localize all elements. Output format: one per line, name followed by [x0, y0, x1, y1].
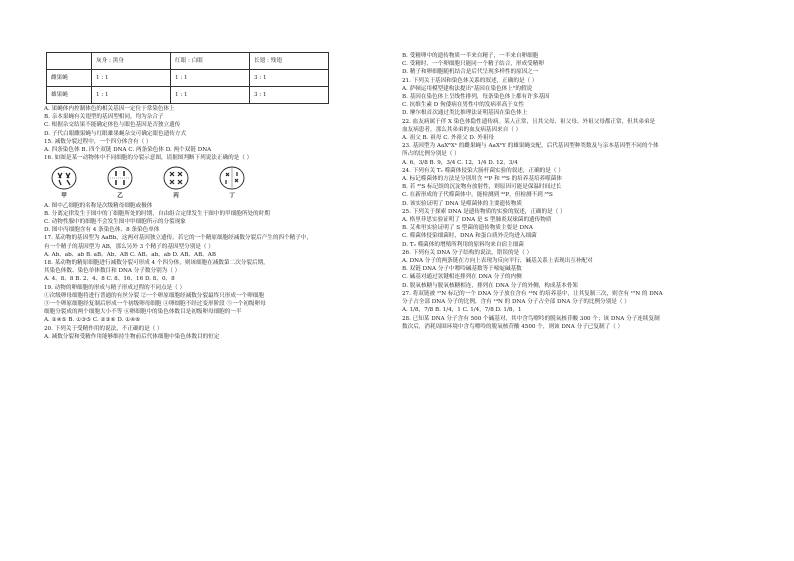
text-line: 血友病患者，那么其弟弟的血友病基因来自（ ） [402, 126, 522, 133]
text-line: B. 受精卵中的遗传物质一半来自精子，一半来自卵细胞 [402, 53, 539, 59]
text-line: 18. 某动物的精原细胞进行减数分裂可形成 4 个四分体，则该细胞在减数第二次分裂后期， [44, 260, 269, 267]
text-line: B. 分离定律发生于图中的丁细胞所处的时期，自由组合定律发生于图中的甲细胞所处的时期 [44, 210, 270, 217]
text-line: A. 四条染色体 B. 四个双链 DNA C. 两条染色体 D. 两个双链 DNA [44, 147, 212, 154]
table-row [47, 70, 329, 87]
text-line: A. 萨顿运用模型建构法提出"基因在染色体上"的假说 [402, 85, 533, 92]
cell-figure-bing [162, 165, 190, 200]
text-line: C. 受精时，一个卵细胞只能同一个精子结合，形成受精卵 [402, 61, 544, 68]
cell-figure-ding [218, 165, 246, 200]
cell-ding-icon [218, 165, 246, 191]
text-line: 16. 如图是某一动物体中不同细胞的分裂示意图，请据图判断下列说法正确的是（ ） [44, 155, 253, 162]
table-cell: 3 : 1 [250, 87, 329, 104]
table-row [47, 87, 329, 104]
text-line: D. 摩尔根首次通过类比推理法证明基因在染色体上 [402, 110, 528, 117]
text-line: 所占的比例分别是（ ） [402, 151, 460, 158]
text-line: 15. 减数分裂过程中，一个四分体含有（ ） [44, 138, 152, 145]
phenotype-ratio-table [46, 52, 329, 104]
text-line: A. 果蝇体内控制体色的相关基因一定位于常染色体上 [44, 106, 175, 112]
table-cell: 1 : 1 [92, 87, 171, 104]
text-line: 23. 基因型为 AaXᴮXᵇ 的雌果蝇与 AaXᵇY 的雄果蝇交配，后代基因型种类数及与亲本基因型不同的个体 [402, 143, 659, 150]
text-line: A. ②④⑤ B. ①③⑤ C. ②③⑥ D. ①④⑥ [44, 317, 141, 324]
questions-16-20 [44, 202, 391, 341]
left-column [44, 52, 391, 341]
text-line: A. 1/8，7/8 B. 1/4，1 C. 1/4，7/8 D. 1/8，1 [402, 307, 522, 314]
right-column [402, 52, 752, 331]
table-header-cell: 灰身 : 黑身 [92, 53, 171, 70]
text-line: D. 精子和卵细胞随机结合是后代呈现多样性的原因之一 [402, 69, 539, 76]
cell-yi-icon [106, 165, 134, 191]
text-line: D. T₂ 噬菌体的增殖所利用的原料均来自宿主细菌 [402, 241, 524, 248]
text-line: 27. 将双链被 ¹⁵N 标记的一个 DNA 分子放在含有 ¹⁴N 的培养基中，让其复制三次，则含有 ¹⁵N 的 DNA [402, 290, 663, 297]
text-line: A. 6，3/8 B. 9，3/4 C. 12，1/4 D. 12，3/4 [402, 159, 518, 166]
table-cell: 雌果蝇 [47, 70, 92, 87]
text-line: C. 碱基对通过氢键相连排列在 DNA 分子的内侧 [402, 274, 522, 281]
text-line: C. 抗维生素 D 佝偻病在男性中的发病率高于女性 [402, 102, 524, 109]
table-header-cell: 长翅 : 残翅 [250, 53, 329, 70]
table-cell: 3 : 1 [250, 70, 329, 87]
text-line: 20. 下列关于受精作用的说法，不正确的是（ ） [44, 325, 163, 332]
questions-14-16 [44, 105, 391, 162]
text-line: A. 标记噬菌体的方法是分别用含 ³²P 和 ³⁵S 的培养基培养噬菌体 [402, 176, 562, 183]
text-line: B. 若 ³⁵S 标记组的沉淀物有放射性，则原因可能是保温时间过长 [402, 184, 562, 191]
text-line: B. 双链 DNA 分子中嘌呤碱基数等于嘧啶碱基数 [402, 266, 522, 273]
text-line: 28. 已知某 DNA 分子含有 500 个碱基对，其中含鸟嘌呤的脱氧核苷酸 300 个；该 DNA 分子连续复制 [402, 315, 660, 322]
text-line: A. 格里菲思实验证明了 DNA 是 S 型肺炎双球菌的遗传物质 [402, 217, 552, 224]
text-line: A. 减数分裂和受精作用能够维持生物前后代体细胞中染色体数目的恒定 [44, 333, 220, 340]
text-line: 其染色体数、染色单体数目和 DNA 分子数分别为（ ） [44, 268, 181, 275]
text-line: 25. 下列关于探索 DNA 是遗传物质的实验的叙述，正确的是（ ） [402, 208, 566, 215]
cell-division-figure [50, 165, 391, 200]
text-line: A. 祖父 B. 祖母 C. 外祖父 D. 外祖母 [402, 135, 495, 142]
text-line: ③一个卵原细胞经复制后形成一个初级卵母细胞 ④卵细胞不经过变形阶段 ⑤一个初级卵母 [44, 301, 266, 308]
table-cell: 雄果蝇 [47, 87, 92, 104]
text-line: B. 基因在染色体上呈线性排列，每条染色体上都有许多基因 [402, 94, 550, 101]
cell-label: 丁 [229, 193, 235, 200]
text-line: D. 图中丙细胞含有 4 条染色体、8 条染色单体 [44, 227, 160, 234]
text-line: A. 图中乙细胞的名称是次级精母细胞或极体 [44, 202, 153, 209]
table-header-cell: 红眼 : 白眼 [171, 53, 250, 70]
table-header-cell [47, 53, 92, 70]
text-line: C. 在新形成的子代噬菌体中，能检测到 ³²P，但检测不到 ³⁵S [402, 192, 553, 199]
cell-jia-icon [50, 165, 78, 191]
text-line: 17. 某动物的基因型为 AaBb，这两对基因独立遗传。若它的一个精原细胞经减数分裂后产生的四个精子中， [44, 235, 313, 242]
cell-bing-icon [162, 165, 190, 191]
text-line: A. Ab、ab、ab B. aB、Ab、AB C. AB、ab、ab D. AB、AB、AB [44, 251, 216, 258]
table-header-row [47, 53, 329, 70]
text-line: C. 动物性腺中的细胞不会发生图中甲细胞所示的分裂现象 [44, 219, 186, 226]
cell-label: 丙 [173, 193, 179, 200]
table-cell: 1 : 1 [171, 87, 250, 104]
cell-label: 乙 [117, 193, 123, 200]
text-line: 26. 下列有关 DNA 分子结构的说法，错误的是（ ） [402, 249, 533, 256]
text-line: 21. 下列关于基因和染色体关系的叙述，正确的是（ ） [402, 77, 538, 84]
text-line: A. DNA 分子的两条链在方向上表现为反向平行，碱基关系上表现出互补配对 [402, 258, 593, 265]
text-line: B. 艾弗里实验证明了 S 型菌的遗传物质主要是 DNA [402, 225, 533, 232]
text-line: D. 该实验证明了 DNA 是噬菌体的主要遗传物质 [402, 200, 522, 207]
text-line: 有一个精子的基因型为 AB，那么另外 3 个精子的基因型分别是（ ） [44, 243, 214, 250]
cell-figure-jia [50, 165, 78, 200]
table-cell: 1 : 1 [92, 70, 171, 87]
text-line: 19. 动物的卵细胞的形成与精子形成过程的不同点是（ ） [44, 284, 186, 291]
questions-20-28 [402, 52, 752, 331]
cell-figure-yi [106, 165, 134, 200]
text-line: C. 根据杂交结果不能确定体色与眼色基因是否独立遗传 [44, 122, 181, 129]
text-line: 分子占全部 DNA 分子的比例，含有 ¹⁴N 的 DNA 分子占全部 DNA 分子的比例分别是（ ） [402, 299, 630, 306]
table-cell: 1 : 1 [171, 70, 250, 87]
text-line: 22. 血友病属于伴 X 染色体隐性遗传病。某人正常，且其父母、祖父母、外祖父母都正常，但其弟弟是 [402, 118, 656, 125]
text-line: C. 噬菌体侵染细菌时，DNA 和蛋白质外壳均进入细菌 [402, 233, 537, 240]
text-line: D. 脱氧核糖与脱氧核糖相连，排列在 DNA 分子的外侧，构成基本骨架 [402, 282, 578, 289]
text-line: 24. 下列有关 T₂ 噬菌体侵染大肠杆菌实验的叙述，正确的是（ ） [402, 167, 564, 174]
text-line: 细胞分裂成的两个细胞大小不等 ⑥卵细胞中的染色体数目是初级卵母细胞的一半 [44, 309, 242, 316]
text-line: B. 亲本果蝇有关翅型的基因型相同，均为杂合子 [44, 114, 164, 121]
text-line: D. 子代白眼雌果蝇与红眼雄果蝇杂交可确定眼色遗传方式 [44, 130, 187, 137]
cell-label: 甲 [61, 193, 67, 200]
text-line: A. 4、8、8 B. 2、4、8 C. 8、16、16 D. 8、0、8 [44, 276, 175, 283]
text-line: 数次后，消耗周围环境中含鸟嘌呤的脱氧核苷酸 4500 个，则该 DNA 分子已复制了（ ） [402, 323, 624, 330]
text-line: ①次级卵母细胞将进行普通的有丝分裂 ②一个卵原细胞经减数分裂最终只形成一个卵细胞 [44, 292, 264, 299]
